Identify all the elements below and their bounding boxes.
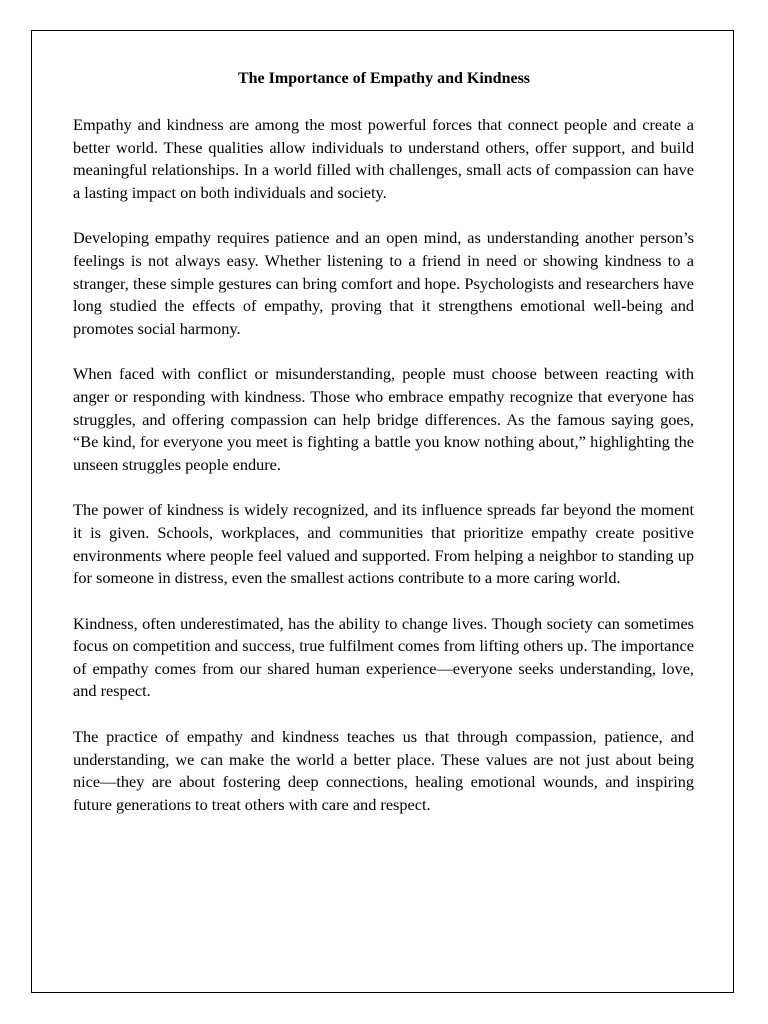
paragraph-2: Developing empathy requires patience and an open mind, as understanding another person’s feelings is not always easy. Whether listening to a friend in need or showing kindness to a stranger, these simple gestures can bring comfort and hope. Psychologists and researchers have long studied the effects of empathy, proving that it strengthens emotional well-being and promotes social harmony. — [73, 228, 694, 338]
document-body — [73, 114, 694, 839]
paragraph-4: The power of kindness is widely recognized, and its influence spreads far beyond the moment it is given. Schools, workplaces, and communities that prioritize empathy create positive environments where people feel valued and supported. From helping a neighbor to standing up for someone in distress, even the smallest actions contribute to a more caring world. — [73, 500, 694, 588]
paragraph-6: The practice of empathy and kindness teaches us that through compassion, patience, and understanding, we can make the world a better place. These values are not just about being nice—they are about fostering deep connections, healing emotional wounds, and inspiring future generations to treat others with care and respect. — [73, 727, 694, 814]
paragraph-5: Kindness, often underestimated, has the ability to change lives. Though society can sometimes focus on competition and success, true fulfilment comes from lifting others up. The importance of empathy comes from our shared human experience—everyone seeks understanding, love, and respect. — [73, 613, 694, 701]
paragraph-3: When faced with conflict or misunderstanding, people must choose between reacting with anger or responding with kindness. Those who embrace empathy recognize that everyone has struggles, and offering compassion can help bridge differences. As the famous saying goes, “Be kind, for everyone you meet is fighting a battle you know nothing about,” highlighting the unseen struggles people endure. — [73, 364, 694, 474]
document-title: The Importance of Empathy and Kindness — [237, 70, 531, 87]
paragraph-1: Empathy and kindness are among the most powerful forces that connect people and create a better world. These qualities allow individuals to understand others, offer support, and build meaningful relationships. In a world filled with challenges, small acts of compassion can have a lasting impact on both individuals and society. — [73, 115, 694, 202]
